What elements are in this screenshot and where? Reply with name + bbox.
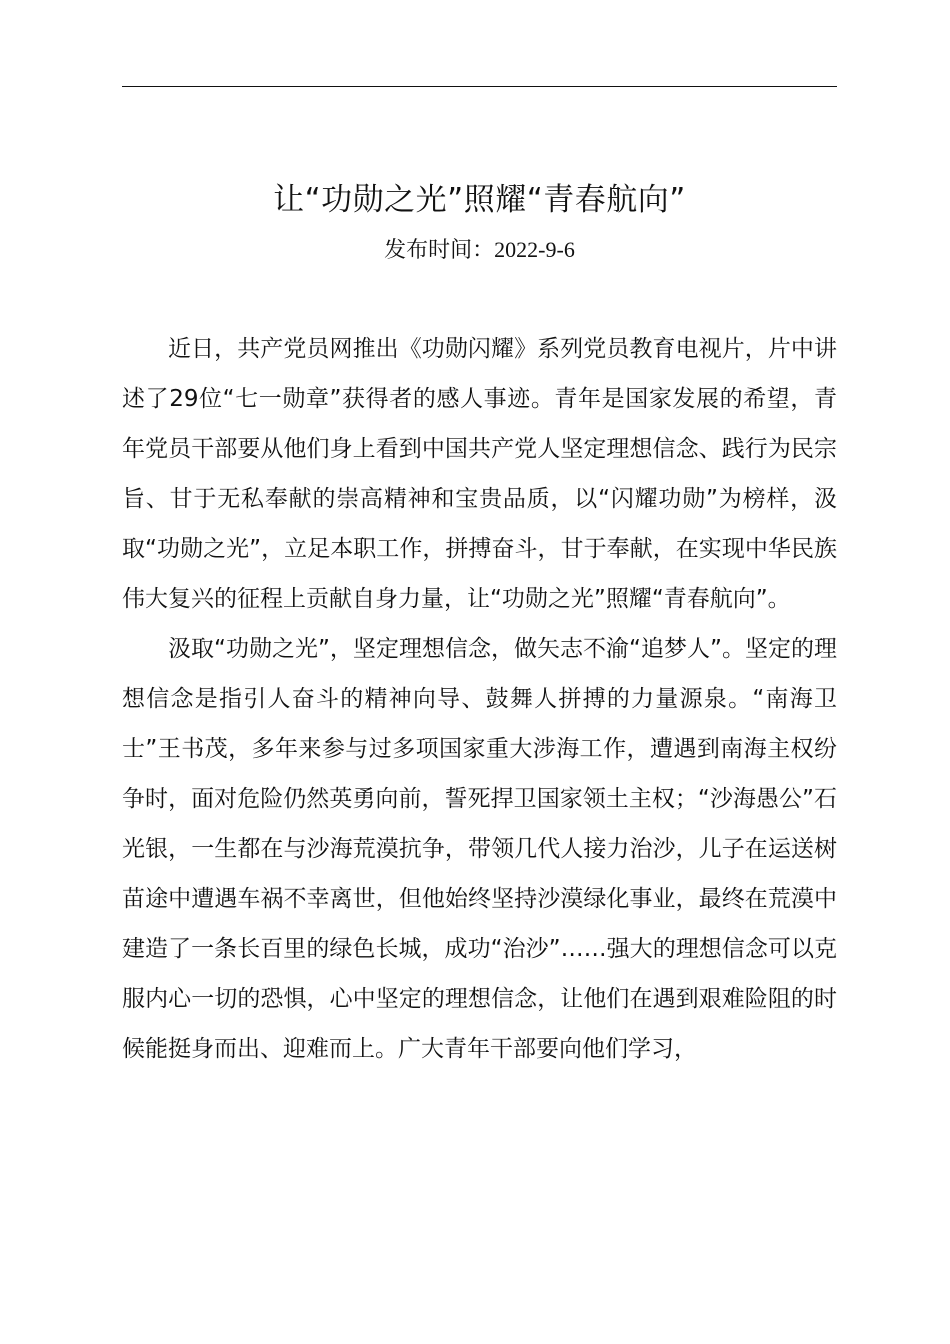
- publish-date: [122, 230, 837, 271]
- document-title: 让“功勋之光”照耀“青春航向”: [273, 182, 686, 218]
- publish-date-value: 2022-9-6: [494, 237, 575, 262]
- header-rule: [122, 86, 837, 87]
- paragraph-2: 汲取“功勋之光”，坚定理想信念，做矢志不渝“追梦人”。坚定的理想信念是指引人奋斗的精神向导、鼓舞人拼搏的力量源泉。“南海卫士”王书茂，多年来参与过多项国家重大涉海工作，遭遇到南海主权纷争时，面对危险仍然英勇向前，誓死捍卫国家领土主权；“沙海愚公”石光银，一生都在与沙海荒漠抗争，带领几代人接力治沙，儿子在运送树苗途中遭遇车祸不幸离世，但他始终坚持沙漠绿化事业，最终在荒漠中建造了一条长百里的绿色长城，成功“治沙”……强大的理想信念可以克服内心一切的恐惧，心中坚定的理想信念，让他们在遇到艰难险阻的时候能挺身而出、迎难而上。广大青年干部要向他们学习，: [122, 636, 837, 1062]
- paragraph-1: 近日，共产党员网推出《功勋闪耀》系列党员教育电视片，片中讲述了29位“七一勋章”获得者的感人事迹。青年是国家发展的希望，青年党员干部要从他们身上看到中国共产党人坚定理想信念、践行为民宗旨、甘于无私奉献的崇高精神和宝贵品质，以“闪耀功勋”为榜样，汲取“功勋之光”，立足本职工作，拼搏奋斗，甘于奉献，在实现中华民族伟大复兴的征程上贡献自身力量，让“功勋之光”照耀“青春航向”。: [122, 336, 837, 612]
- article-body: [122, 324, 837, 1074]
- publish-date-label: 发布时间：: [384, 238, 495, 263]
